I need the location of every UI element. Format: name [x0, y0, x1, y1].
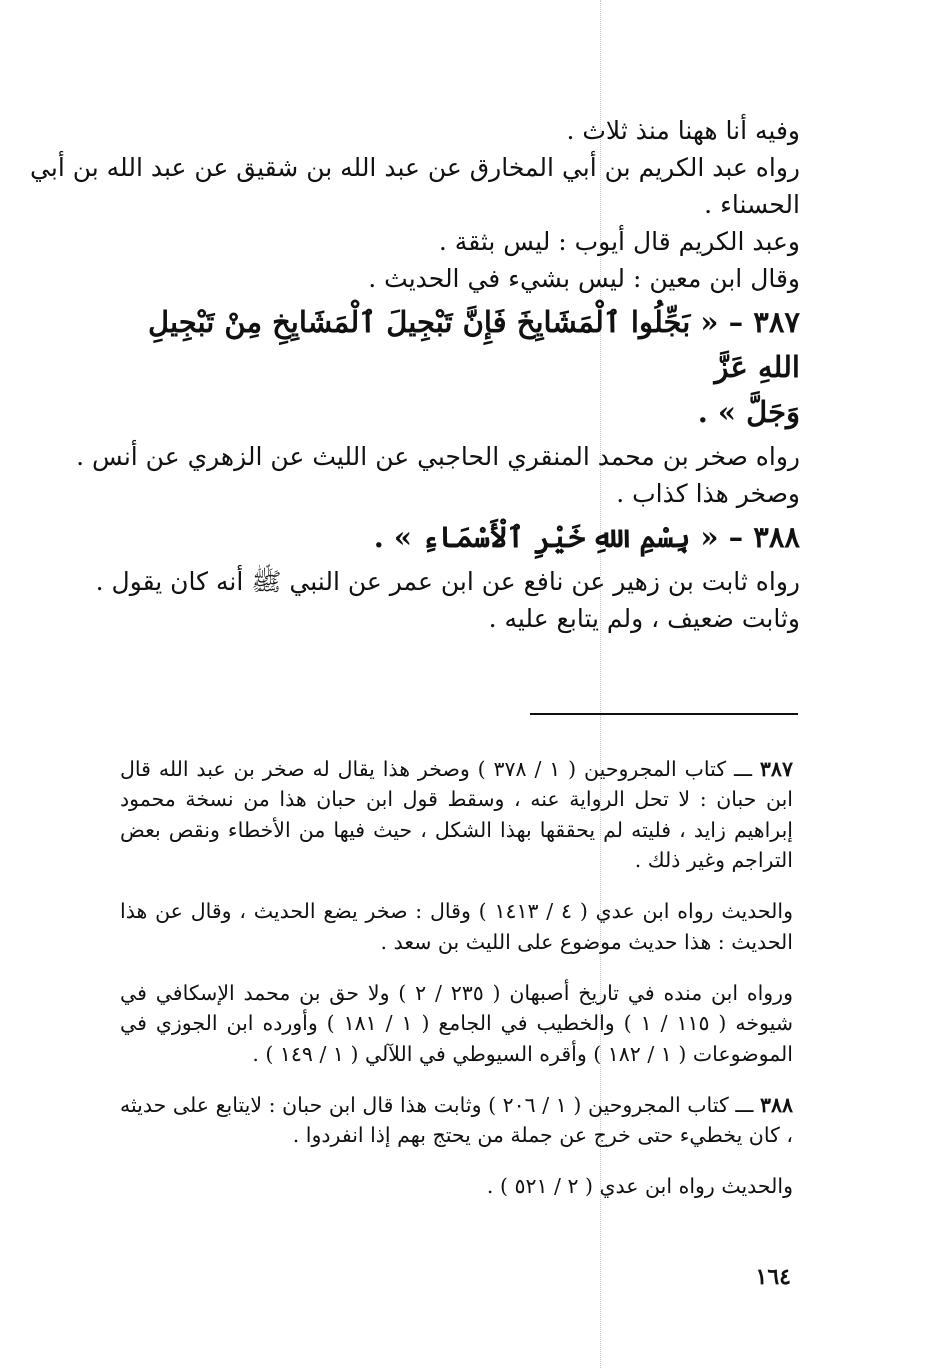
hadith-text: – « بِسْمِ اللهِ خَيْرِ ٱلْأَسْمَاءِ » .: [373, 520, 744, 554]
main-text: [30, 112, 800, 637]
hadith-387-line1: [110, 300, 800, 390]
footnote-paragraph: [120, 978, 793, 1070]
body-line: وعبد الكريم قال أيوب : ليس بثقة .: [438, 227, 800, 256]
body-line: رواه صخر بن محمد المنقري الحاجبي عن الليث عن الزهري عن أنس .: [76, 442, 800, 471]
hadith-387-line2: وَجَلَّ » .: [697, 395, 800, 429]
footnote-387: [120, 754, 793, 876]
footnote-text: والحديث رواه ابن عدي ( ٤ / ١٤١٣ ) وقال : صخر يضع الحديث ، وقال عن هذا الحديث : هذا حديث موضوع على الليث بن سعد .: [120, 899, 793, 954]
footnote-text: ـــ كتاب المجروحين ( ١ / ٢٠٦ ) وثابت هذا قال ابن حبان : لايتابع على حديثه ، كان يخطيء حتى خرج عن جملة من يحتج بهم إذا انفردوا .: [120, 1092, 793, 1147]
footnote-number: ٣٨٧: [759, 756, 793, 781]
body-line: وفيه أنا ههنا منذ ثلاث .: [566, 116, 800, 145]
footnote-paragraph: [120, 896, 793, 957]
footnote-separator: [530, 713, 798, 715]
hadith-387: [110, 300, 800, 435]
hadith-388: [110, 515, 800, 560]
hadith-text: – « بَجِّلُوا ٱلْمَشَايِخَ فَإِنَّ تَبْجِيلَ ٱلْمَشَايِخِ مِنْ تَبْجِيلِ اللهِ عَزَّ: [148, 305, 800, 384]
page-number: ١٦٤: [755, 1264, 791, 1290]
footnote-text: والحديث رواه ابن عدي ( ٢ / ٥٢١ ) .: [486, 1174, 793, 1198]
footnote-paragraph: [120, 1171, 793, 1202]
footnote-number: ٣٨٨: [759, 1092, 793, 1117]
body-line: الحسناء .: [704, 190, 800, 219]
footnote-388: [120, 1090, 793, 1151]
footnote-text: ورواه ابن منده في تاريخ أصبهان ( ٢٣٥ / ٢ ) ولا حق بن محمد الإسكافي في شيوخه ( ١١٥ / ١ ) والخطيب في الجامع ( ١ / ١٨١ ) وأورده ابن الجوزي في الموضوعات ( ١ / ١٨٢ ) وأقره السيوطي في اللآلي ( ١ / ١٤٩ ) .: [120, 980, 793, 1066]
body-line: وثابت ضعيف ، ولم يتابع عليه .: [488, 604, 800, 633]
body-line: وقال ابن معين : ليس بشيء في الحديث .: [368, 264, 800, 293]
footnote-text: ـــ كتاب المجروحين ( ١ / ٣٧٨ ) وصخر هذا يقال له صخر بن عبد الله قال ابن حبان : لا تحل الرواية عنه ، وسقط قول ابن حبان هذا من نسخة محمود إبراهيم زايد ، فليته لم يحققها بهذا الشكل ، حيث فيها من الأخطاء ونقص بعض التراجم وغير ذلك .: [120, 756, 793, 872]
hadith-number: ٣٨٧: [753, 305, 800, 339]
body-line: وصخر هذا كذاب .: [616, 479, 800, 508]
body-line: رواه عبد الكريم بن أبي المخارق عن عبد الله بن شقيق عن عبد الله بن أبي: [30, 153, 800, 182]
footnotes: [120, 733, 793, 1212]
hadith-number: ٣٨٨: [753, 520, 800, 554]
body-line: رواه ثابت بن زهير عن نافع عن ابن عمر عن النبي ﷺ أنه كان يقول .: [95, 567, 800, 596]
